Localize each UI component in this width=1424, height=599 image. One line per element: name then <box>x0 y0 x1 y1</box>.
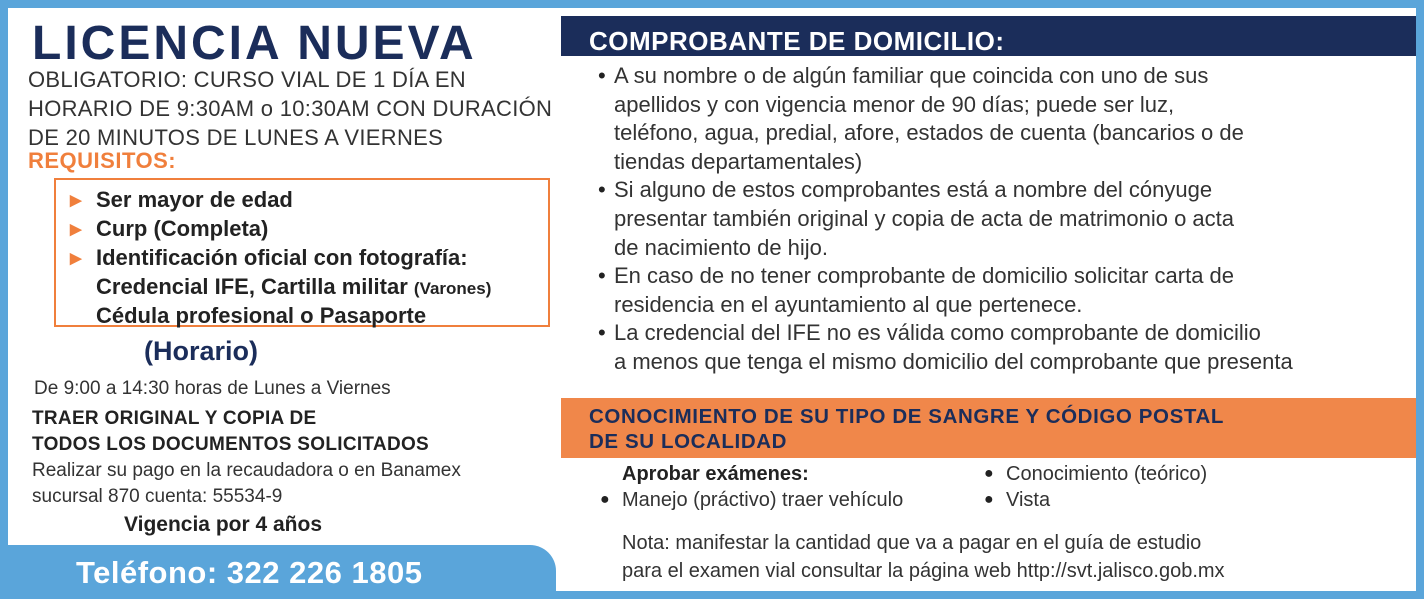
bullet-icon: • <box>598 177 606 203</box>
schedule-title: (Horario) <box>144 336 258 366</box>
payment-line: sucursal 870 cuenta: 55534-9 <box>32 486 283 507</box>
exam-item-vision <box>984 489 1050 512</box>
bullet-icon: ● <box>600 491 610 508</box>
requirements-box <box>54 178 550 327</box>
bring-documents-notice <box>32 406 429 458</box>
mandatory-line: HORARIO DE 9:30AM o 10:30AM CON DURACIÓN <box>28 96 553 121</box>
requirement-id-options <box>96 273 491 303</box>
list-item-line: La credencial del IFE no es válida como comprobante de domicilio <box>614 320 1261 346</box>
requirements-title: REQUISITOS: <box>28 148 177 173</box>
list-item-line: de nacimiento de hijo. <box>614 234 829 260</box>
address-proof-header <box>561 16 1416 56</box>
bring-line: TRAER ORIGINAL Y COPIA DE <box>32 408 317 429</box>
mandatory-line: DE 20 MINUTOS DE LUNES A VIERNES <box>28 125 444 150</box>
blood-type-line: CONOCIMIENTO DE SU TIPO DE SANGRE Y CÓDIGO POSTAL <box>589 405 1224 428</box>
note-line: para el examen vial consultar la página web http://svt.jalisco.gob.mx <box>622 560 1225 582</box>
list-item <box>598 319 1418 376</box>
flyer-card <box>8 8 1416 591</box>
bullet-icon: • <box>598 63 606 88</box>
requirement-item <box>70 244 468 273</box>
exam-item-driving <box>600 489 903 512</box>
list-item-line: tiendas departamentales) <box>614 148 863 174</box>
arrow-bullet-icon: ▶ <box>70 221 82 238</box>
requirement-label: Curp (Completa) <box>96 216 269 241</box>
list-item <box>598 62 1418 176</box>
main-title: LICENCIA NUEVA <box>32 17 477 70</box>
address-proof-title: COMPROBANTE DE DOMICILIO: <box>589 26 1005 56</box>
arrow-bullet-icon: ▶ <box>70 250 82 267</box>
requirement-label: Ser mayor de edad <box>96 187 293 212</box>
address-proof-list <box>598 62 1418 377</box>
exam-item-theory <box>984 463 1207 486</box>
bullet-icon: ● <box>984 465 994 482</box>
requirement-label: Identificación oficial con fotografía: <box>96 245 468 270</box>
schedule-text: De 9:00 a 14:30 horas de Lunes a Viernes <box>34 378 391 399</box>
phone-number: Teléfono: 322 226 1805 <box>76 555 423 590</box>
bring-line: TODOS LOS DOCUMENTOS SOLICITADOS <box>32 434 430 455</box>
list-item-line: En caso de no tener comprobante de domicilio solicitar carta de <box>614 263 1235 289</box>
requirement-item <box>70 186 293 215</box>
list-item <box>598 262 1418 319</box>
blood-type-text <box>589 405 1224 454</box>
note-line: Nota: manifestar la cantidad que va a pagar en el guía de estudio <box>622 532 1202 554</box>
requirement-id-line: Credencial IFE, Cartilla militar <box>96 274 408 299</box>
exam-label: Vista <box>1006 489 1051 511</box>
list-item-line: apellidos y con vigencia menor de 90 días; puede ser luz, <box>614 91 1175 117</box>
exam-label: Manejo (práctivo) traer vehículo <box>622 489 904 511</box>
mandatory-course-notice <box>28 65 618 152</box>
requirement-id-line: Cédula profesional o Pasaporte <box>96 303 427 328</box>
list-item <box>598 176 1418 262</box>
payment-line: Realizar su pago en la recaudadora o en Banamex <box>32 460 461 481</box>
list-item-line: A su nombre o de algún familiar que coincida con uno de sus <box>614 63 1209 88</box>
bullet-icon: ● <box>984 491 994 508</box>
blood-type-line: DE SU LOCALIDAD <box>589 429 788 453</box>
list-item-line: presentar también original y copia de acta de matrimonio o acta <box>614 205 1235 231</box>
list-item-line: teléfono, agua, predial, afore, estados de cuenta (bancarios o de <box>614 120 1244 146</box>
exam-label: Conocimiento (teórico) <box>1006 463 1208 485</box>
list-item-line: Si alguno de estos comprobantes está a nombre del cónyuge <box>614 177 1213 203</box>
blood-type-banner <box>561 398 1416 458</box>
list-item-line: a menos que tenga el mismo domicilio del comprobante que presenta <box>614 348 1293 374</box>
bullet-icon: • <box>598 263 606 289</box>
requirement-item <box>70 215 268 244</box>
bullet-icon: • <box>598 320 606 346</box>
validity-text: Vigencia por 4 años <box>124 513 323 536</box>
study-guide-note <box>622 529 1225 585</box>
exams-title: Aprobar exámenes: <box>622 463 809 485</box>
requirement-id-note: (Varones) <box>413 279 492 298</box>
list-item-line: residencia en el ayuntamiento al que pertenece. <box>614 291 1083 317</box>
payment-info <box>32 458 461 510</box>
arrow-bullet-icon: ▶ <box>70 192 82 209</box>
mandatory-line: OBLIGATORIO: CURSO VIAL DE 1 DÍA EN <box>28 67 466 92</box>
